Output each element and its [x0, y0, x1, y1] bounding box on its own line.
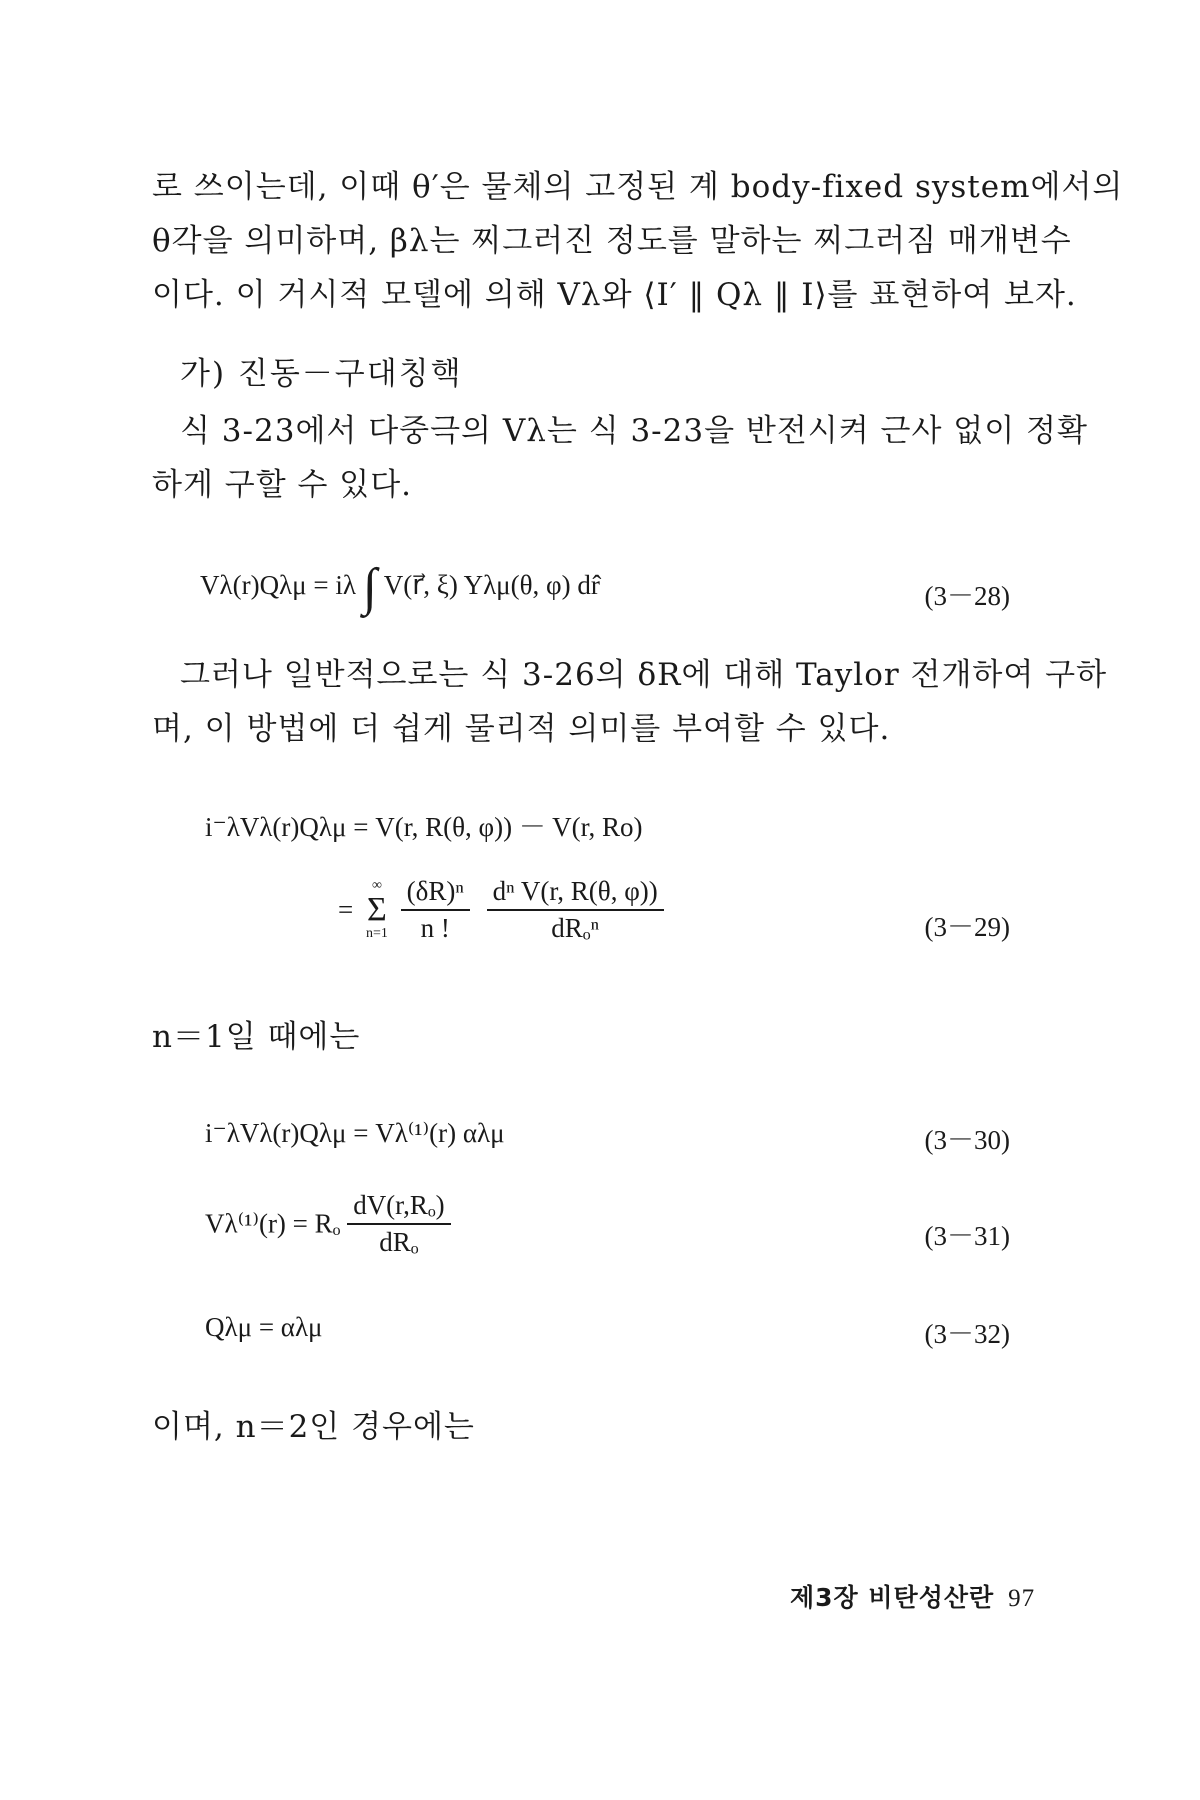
eq31-lhs: Vλ⁽¹⁾(r) = Rₒ — [205, 1208, 341, 1239]
page-footer — [790, 1578, 1035, 1614]
eq28-lhs: Vλ(r)Qλμ = iλ — [200, 570, 356, 601]
paragraph-1 — [152, 160, 1124, 322]
fraction-numerator: dⁿ V(r, R(θ, φ)) — [487, 876, 664, 911]
equation-3-30: i⁻λVλ(r)Qλμ = Vλ⁽¹⁾(r) αλμ — [205, 1118, 505, 1148]
fraction-delta-r — [401, 876, 470, 944]
equation-number-3-30: (3－30) — [924, 1125, 1010, 1155]
chapter-title: 제3장 비탄성산란 — [790, 1583, 995, 1612]
text-line: 하게 구할 수 있다. — [152, 467, 413, 503]
fraction-dv-dr — [347, 1190, 450, 1258]
equation-number-3-29: (3－29) — [924, 912, 1010, 942]
equation-3-29-line-2 — [338, 876, 664, 944]
integral-symbol: ∫ — [362, 559, 377, 616]
eq28-rhs: V(r⃗, ξ) Yλμ(θ, φ) dr̂ — [383, 570, 600, 601]
text-line: 그러나 일반적으로는 식 3-26의 δR에 대해 Taylor 전개하여 구하 — [180, 657, 1108, 693]
fraction-numerator: dV(r,Rₒ) — [347, 1190, 450, 1225]
text-line: 로 쓰이는데, 이때 θ′은 물체의 고정된 계 body-fixed system에서의 — [152, 169, 1124, 205]
text-line: 며, 이 방법에 더 쉽게 물리적 의미를 부여할 수 있다. — [152, 711, 891, 747]
paragraph-3 — [152, 648, 1108, 756]
equation-3-32: Qλμ = αλμ — [205, 1312, 323, 1342]
fraction-derivative — [487, 876, 664, 944]
n2-text — [152, 1400, 1042, 1454]
section-heading: 가) 진동－구대칭핵 — [180, 356, 463, 392]
equals-sign: = — [338, 894, 354, 925]
paragraph-2 — [152, 404, 1088, 512]
text-line: 이며, n＝2인 경우에는 — [152, 1409, 475, 1445]
equation-number-3-28: (3－28) — [924, 581, 1010, 611]
equation-3-29-line-1: i⁻λVλ(r)Qλμ = V(r, R(θ, φ)) － V(r, Ro) — [205, 812, 643, 842]
summation — [366, 879, 388, 941]
page-number: 97 — [1008, 1585, 1036, 1612]
sigma-symbol: Σ — [367, 891, 387, 928]
fraction-denominator: dRₒ — [379, 1227, 419, 1257]
text-line: θ각을 의미하며, βλ는 찌그러진 정도를 말하는 찌그러짐 매개변수 — [152, 223, 1072, 259]
sum-upper-limit: ∞ — [371, 878, 382, 893]
equation-3-31 — [205, 1190, 451, 1258]
text-line: n＝1일 때에는 — [152, 1019, 361, 1055]
text-line: 식 3-23에서 다중극의 Vλ는 식 3-23을 반전시켜 근사 없이 정확 — [180, 413, 1088, 449]
fraction-denominator: n ! — [420, 913, 450, 943]
fraction-numerator: (δR)ⁿ — [401, 876, 470, 911]
equation-3-28 — [200, 559, 600, 616]
equation-number-3-32: (3－32) — [924, 1319, 1010, 1349]
sum-lower-limit: n=1 — [365, 926, 388, 941]
fraction-denominator: dRₒⁿ — [551, 913, 600, 943]
text-line: 이다. 이 거시적 모델에 의해 Vλ와 ⟨I′ ‖ Qλ ‖ I⟩를 표현하여 보자. — [152, 277, 1077, 313]
equation-number-3-31: (3－31) — [924, 1221, 1010, 1251]
n1-text — [152, 1010, 1042, 1064]
